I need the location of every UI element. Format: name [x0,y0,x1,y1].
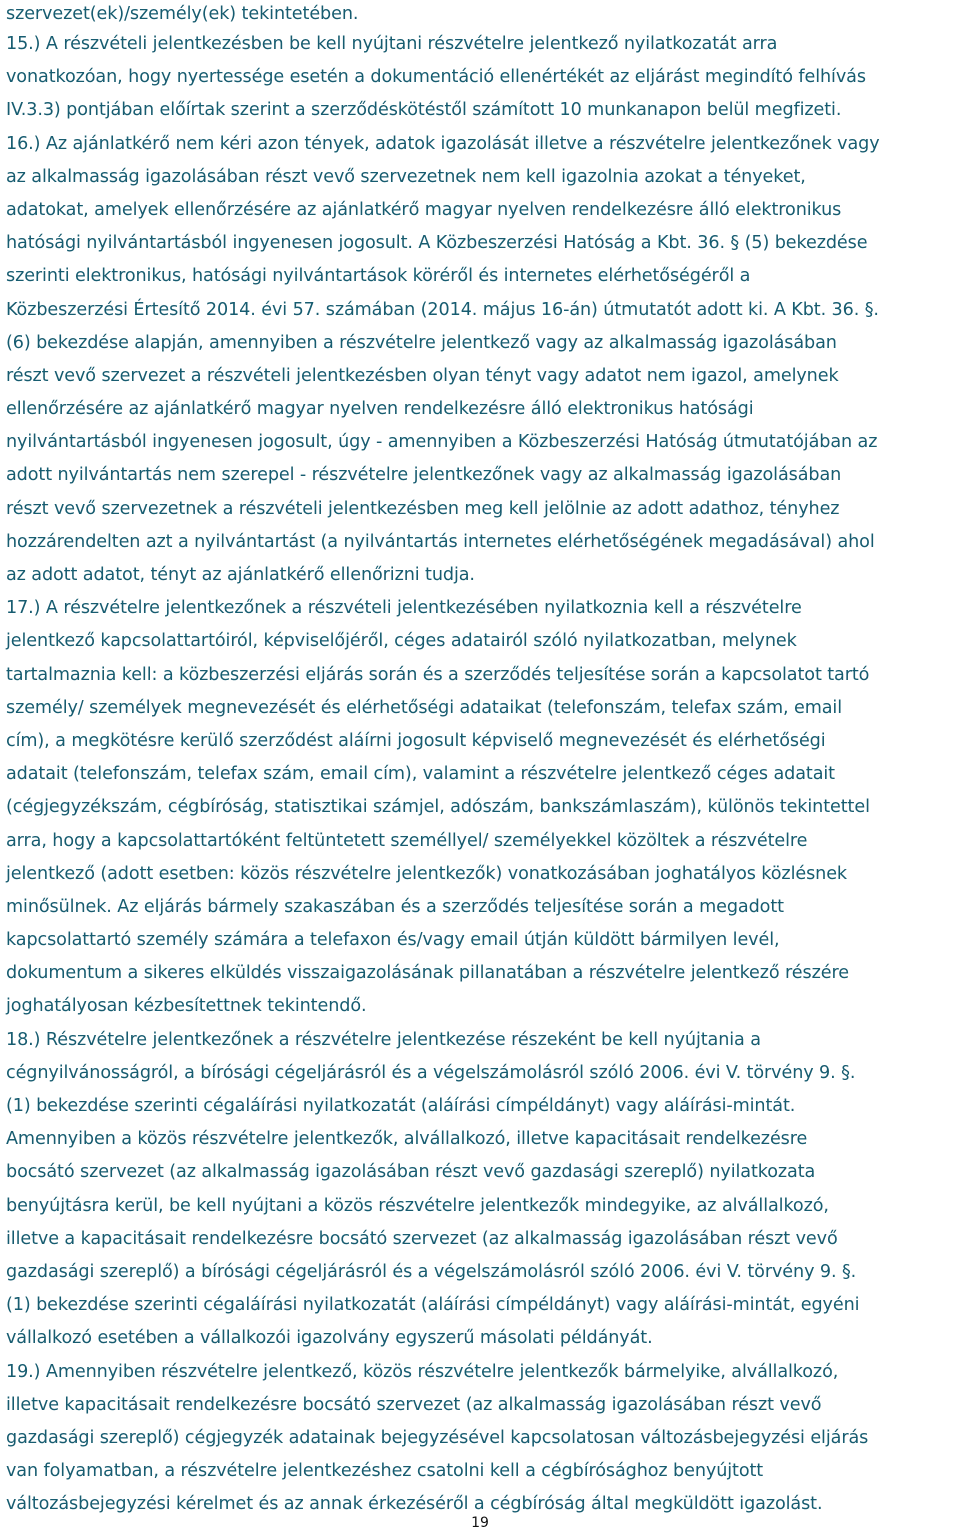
text-line: (1) bekezdése szerinti cégaláírási nyilatkozatát (aláírási címpéldányt) vagy aláírási-mintát, egyéni [6,1295,860,1316]
text-line: jelentkező (adott esetben: közös részvételre jelentkezők) vonatkozásában joghatályos közlésnek [6,863,848,884]
text-line: dokumentum a sikeres elküldés visszaigazolásának pillanatában a részvételre jelentkező részére [6,963,849,984]
text-line: 15.) A részvételi jelentkezésben be kell nyújtani részvételre jelentkező nyilatkozatát arra [6,34,778,54]
text-line: Amennyiben a közös részvételre jelentkezők, alvállalkozó, illetve kapacitásait rendelkezésre [6,1129,808,1150]
text-line: adatokat, amelyek ellenőrzésére az ajánlatkérő magyar nyelven rendelkezésre álló elektronikus [6,199,842,220]
text-line: illetve kapacitásait rendelkezésre bocsátó szervezet (az alkalmasság igazolásában részt vevő [6,1394,822,1415]
text-line: kapcsolattartó személy számára a telefaxon és/vagy email útján küldött bármilyen levél, [6,930,780,951]
text-line: 17.) A részvételre jelentkezőnek a részvételi jelentkezésében nyilatkoznia kell a részvételre [6,598,802,619]
text-line: részt vevő szervezetnek a részvételi jelentkezésben meg kell jelölnie az adott adathoz, tényhez [6,498,840,519]
text-line: hozzárendelten azt a nyilvántartást (a nyilvántartás internetes elérhetőségének megadásával) ahol [6,531,875,552]
text-line: Közbeszerzési Értesítő 2014. évi 57. számában (2014. május 16-án) útmutatót adott ki. A Kbt. 36. §. [6,299,879,320]
text-line: 19.) Amennyiben részvételre jelentkező, közös részvételre jelentkezők bármelyike, alvállalkozó, [6,1361,839,1382]
text-line: (cégjegyzékszám, cégbíróság, statisztikai számjel, adószám, bankszámlaszám), különös tekintettel [6,797,870,818]
text-line: az adott adatot, tényt az ajánlatkérő ellenőrizni tudja. [6,565,475,585]
text-line: változásbejegyzési kérelmet és az annak érkezéséről a cégbíróság által megküldött igazolást. [6,1494,823,1515]
text-line: IV.3.3) pontjában előírtak szerint a szerződéskötéstől számított 10 munkanapon belül megfizeti. [6,100,842,121]
text-line: személy/ személyek megnevezését és elérhetőségi adataikat (telefonszám, telefax szám, email [6,697,843,718]
text-line: szervezet(ek)/személy(ek) tekintetében. [6,4,359,24]
page-number: 19 [471,1515,489,1531]
text-line: gazdasági szereplő) cégjegyzék adatainak bejegyzésével kapcsolatosan változásbejegyzési eljárás [6,1427,869,1448]
text-line: (1) bekezdése szerinti cégaláírási nyilatkozatát (aláírási címpéldányt) vagy aláírási-mintát. [6,1096,796,1116]
text-line: hatósági nyilvántartásból ingyenesen jogosult. A Közbeszerzési Hatóság a Kbt. 36. § (5) bekezdése [6,233,868,254]
text-line: cégnyilvánosságról, a bírósági cégeljárásról és a végelszámolásról szóló 2006. évi V. törvény 9. §. [6,1062,856,1083]
text-line: cím), a megkötésre kerülő szerződést aláírni jogosult képviselő megnevezését és elérhetőségi [6,730,826,751]
text-line: nyilvántartásból ingyenesen jogosult, úgy - amennyiben a Közbeszerzési Hatóság útmutatójában az [6,432,878,453]
text-line: 16.) Az ajánlatkérő nem kéri azon tények, adatok igazolását illetve a részvételre jelentkezőnek vagy [6,133,880,154]
text-line: van folyamatban, a részvételre jelentkezéshez csatolni kell a cégbírósághoz benyújtott [6,1461,764,1482]
text-line: gazdasági szereplő) a bírósági cégeljárásról és a végelszámolásról szóló 2006. évi V. törvény 9. §. [6,1261,857,1282]
text-line: minősülnek. Az eljárás bármely szakaszában és a szerződés teljesítése során a megadott [6,896,784,917]
text-line: tartalmaznia kell: a közbeszerzési eljárás során és a szerződés teljesítése során a kapcsolatot tartó [6,664,870,685]
text-line: vonatkozóan, hogy nyertessége esetén a dokumentáció ellenértékét az eljárást megindító felhívás [6,67,866,88]
text-line: bocsátó szervezet (az alkalmasság igazolásában részt vevő gazdasági szereplő) nyilatkozata [6,1162,816,1183]
text-line: adott nyilvántartás nem szerepel - részvételre jelentkezőnek vagy az alkalmasság igazolásában [6,465,842,486]
text-line: 18.) Részvételre jelentkezőnek a részvételre jelentkezése részeként be kell nyújtania a [6,1029,761,1050]
text-line: benyújtásra kerül, be kell nyújtani a közös részvételre jelentkezők mindegyike, az alvállalkozó, [6,1195,829,1216]
text-line: jelentkező kapcsolattartóiról, képviselőjéről, céges adatairól szóló nyilatkozatban, melynek [6,631,797,652]
text-line: (6) bekezdése alapján, amennyiben a részvételre jelentkező vagy az alkalmasság igazolásában [6,332,837,353]
text-line: részt vevő szervezet a részvételi jelentkezésben olyan tényt vagy adatot nem igazol, amelynek [6,365,839,386]
text-line: szerinti elektronikus, hatósági nyilvántartások köréről és internetes elérhetőségéről a [6,266,751,287]
text-line: ellenőrzésére az ajánlatkérő magyar nyelven rendelkezésre álló elektronikus hatósági [6,399,754,420]
text-line: arra, hogy a kapcsolattartóként feltüntetett személlyel/ személyekkel közöltek a részvételre [6,830,808,851]
document-body [6,0,956,1521]
text-line: az alkalmasság igazolásában részt vevő szervezetnek nem kell igazolnia azokat a tényeket, [6,166,806,187]
text-line: joghatályosan kézbesítettnek tekintendő. [6,996,367,1017]
text-line: illetve a kapacitásait rendelkezésre bocsátó szervezet (az alkalmasság igazolásában részt vevő [6,1228,838,1249]
text-line: vállalkozó esetében a vállalkozói igazolvány egyszerű másolati példányát. [6,1328,653,1349]
text-line: adatait (telefonszám, telefax szám, email cím), valamint a részvételre jelentkező céges adatait [6,764,835,785]
